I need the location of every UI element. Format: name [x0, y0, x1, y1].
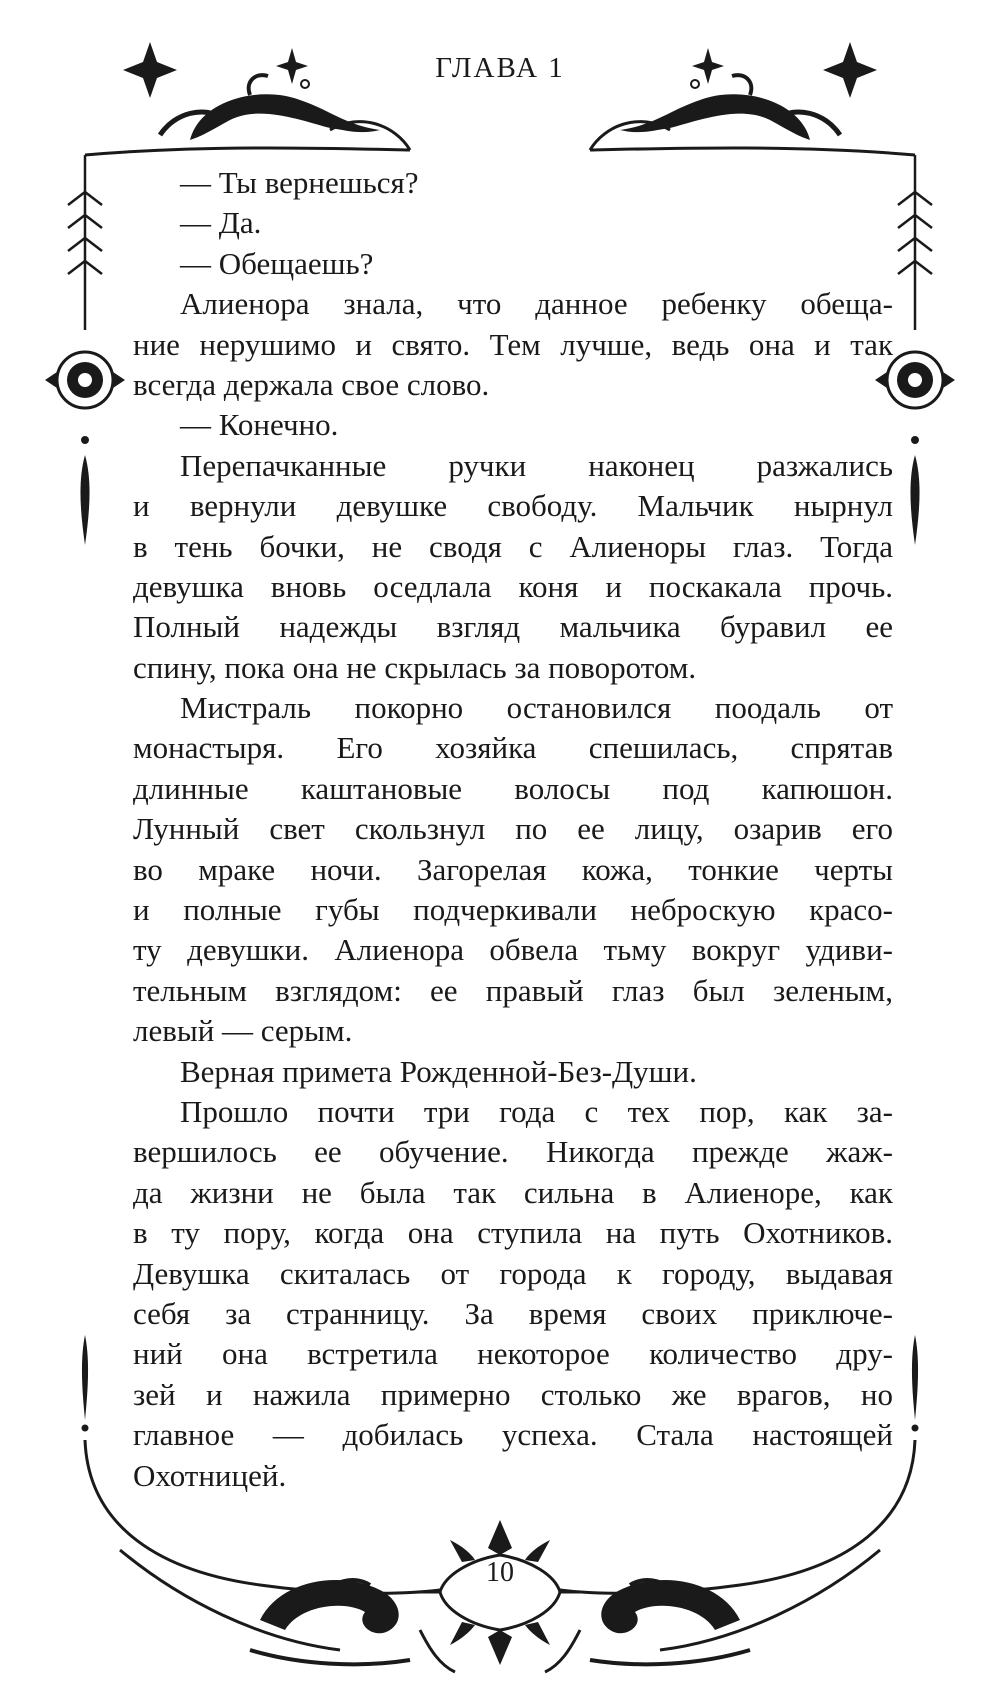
text-line: и вернули девушке свободу. Мальчик нырнул	[133, 488, 893, 524]
text-line: да жизни не была так сильна в Алиеноре, как	[133, 1174, 893, 1210]
text-line: — Ты вернешься?	[180, 165, 419, 200]
text-line: Мистраль покорно остановился поодаль от	[180, 690, 893, 726]
text-line: Девушка скиталась от города к городу, выдавая	[133, 1255, 893, 1291]
text-line: себя за странницу. За время своих приключе-	[133, 1295, 893, 1331]
page-number-medallion-ornament	[420, 1520, 580, 1665]
text-line: Перепачканные ручки наконец разжались	[180, 447, 893, 483]
text-line: во мраке ночи. Загорелая кожа, тонкие черты	[133, 851, 893, 887]
text-line: ту девушки. Алиенора обвела тьму вокруг удиви-	[133, 932, 893, 968]
text-line: вершилось ее обучение. Никогда прежде жаж-	[133, 1134, 893, 1170]
text-line: ний она встретила некоторое количество дру-	[133, 1336, 893, 1372]
text-line: Охотницей.	[133, 1457, 287, 1493]
text-line: Верная примета Рожденной-Без-Души.	[180, 1053, 697, 1089]
text-line: ние нерушимо и свято. Тем лучше, ведь она и так	[133, 326, 893, 362]
text-line: тельным взглядом: ее правый глаз был зеленым,	[133, 972, 893, 1008]
text-line: девушка вновь оседлала коня и поскакала прочь.	[133, 568, 893, 604]
text-line: Прошло почти три года с тех пор, как за-	[180, 1093, 893, 1129]
text-line: зей и нажила примерно столько же врагов, но	[133, 1376, 893, 1412]
chapter-title: ГЛАВА 1	[435, 52, 565, 84]
text-line: главное — добилась успеха. Стала настоящей	[133, 1417, 893, 1453]
text-line: всегда держала свое слово.	[133, 366, 490, 402]
text-line: — Обещаешь?	[180, 245, 374, 281]
text-line: — Конечно.	[180, 407, 339, 443]
text-line: Алиенора знала, что данное ребенку обеща-	[180, 286, 893, 322]
chapter-body-text	[133, 163, 893, 1496]
text-line: в тень бочки, не сводя с Алиеноры глаз. Тогда	[133, 528, 893, 564]
text-line: Лунный свет скользнул по ее лицу, озарив его	[133, 811, 893, 847]
text-line: левый — серым.	[133, 1013, 353, 1049]
text-line: длинные каштановые волосы под капюшон.	[133, 770, 893, 806]
text-line: в ту пору, когда она ступила на путь Охотников.	[133, 1215, 893, 1251]
text-line: — Да.	[180, 205, 262, 241]
page-number: 10	[486, 1557, 514, 1588]
text-line: Полный надежды взгляд мальчика буравил ее	[133, 609, 893, 645]
text-line: спину, пока она не скрылась за поворотом.	[133, 649, 697, 685]
text-line: монастыря. Его хозяйка спешилась, спрятав	[133, 730, 893, 766]
text-line: и полные губы подчеркивали неброскую красо-	[133, 892, 893, 928]
